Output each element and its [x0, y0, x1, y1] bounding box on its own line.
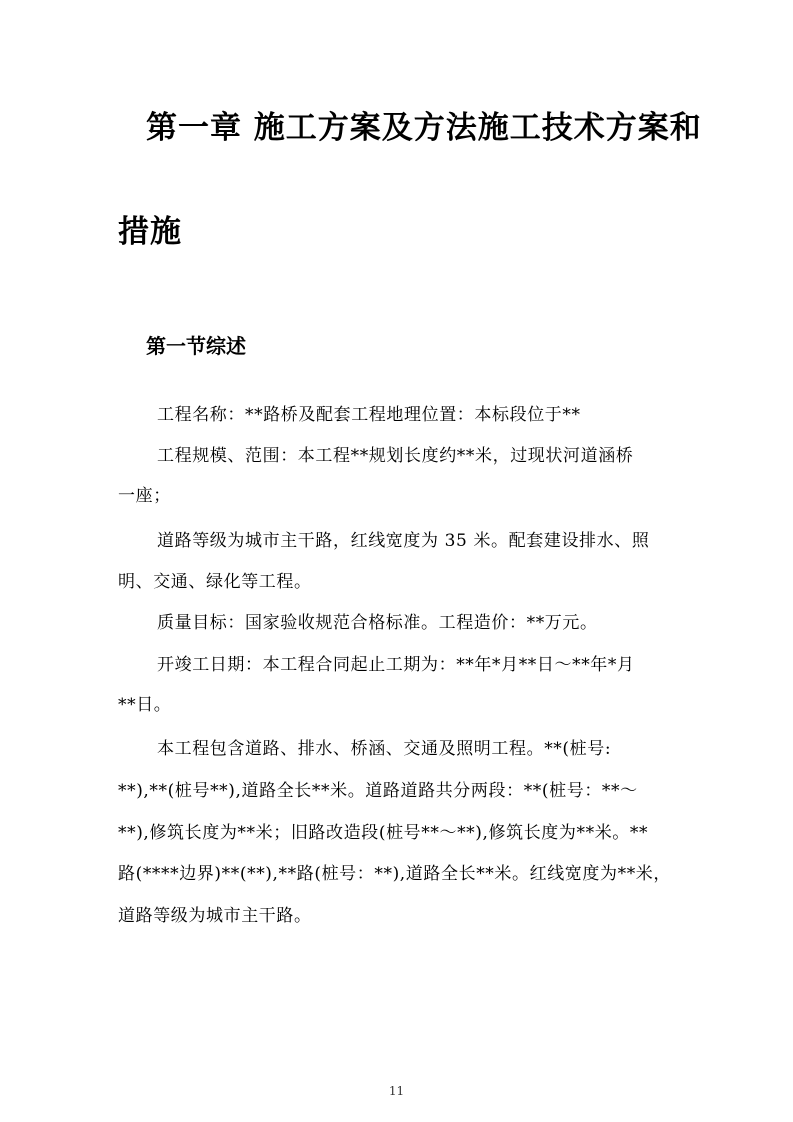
paragraph-line: 本工程包含道路、排水、桥涵、交通及照明工程。**(桩号: [157, 739, 612, 759]
paragraph-line: **),**(桩号**),道路全长**米。道路道路共分两段：**(桩号：**～ [118, 781, 638, 801]
paragraph-line: 一座； [118, 486, 171, 506]
chapter-title-line-2: 措施 [118, 214, 182, 250]
paragraph-line: 道路等级为城市主干路。 [118, 906, 312, 926]
paragraph-line: 质量目标：国家验收规范合格标准。工程造价：**万元。 [157, 613, 598, 633]
paragraph-line: 工程名称：**路桥及配套工程地理位置：本标段位于** [157, 405, 581, 425]
paragraph-line: 明、交通、绿化等工程。 [118, 572, 312, 592]
page-number: 11 [388, 1084, 405, 1098]
chapter-title-line-1: 第一章 施工方案及方法施工技术方案和 [146, 110, 702, 146]
section-title: 第一节综述 [146, 334, 246, 358]
paragraph-line: 工程规模、范围：本工程**规划长度约**米，过现状河道涵桥 [157, 446, 634, 466]
paragraph-line: 路(****边界)**(**),**路(桩号：**),道路全长**米。红线宽度为**米， [118, 864, 672, 884]
paragraph-line: 开竣工日期：本工程合同起止工期为：**年*月**日～**年*月 [157, 655, 635, 675]
paragraph-line: 道路等级为城市主干路，红线宽度为 35 米。配套建设排水、照 [157, 531, 650, 551]
paragraph-line: **),修筑长度为**米；旧路改造段(桩号**～**),修筑长度为**米。** [118, 823, 649, 843]
paragraph-line: **日。 [118, 695, 172, 715]
